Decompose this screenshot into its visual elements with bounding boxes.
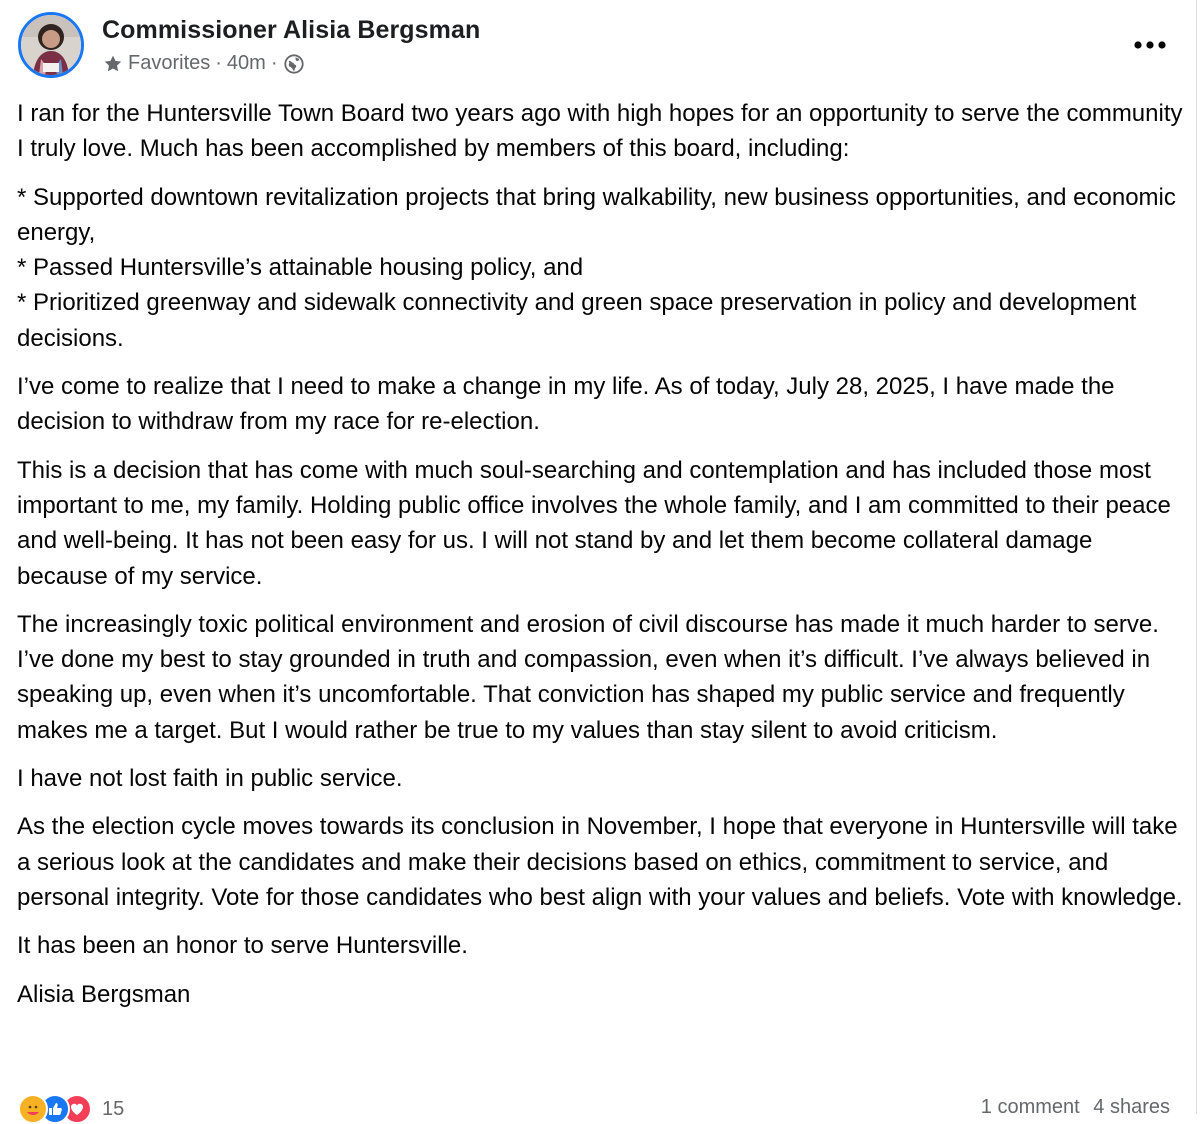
list-item: * Supported downtown revitalization projects that bring walkability, new business opportunities, and economic energy, [17, 183, 1176, 246]
engagement-counts [981, 1096, 1170, 1119]
post-timestamp[interactable]: 40m [226, 52, 266, 74]
post-border [1196, 0, 1197, 1114]
meta-separator: · [215, 52, 222, 74]
post-signature: Alisia Bergsman [17, 980, 191, 1008]
author-name[interactable]: Commissioner Alisia Bergsman [102, 16, 481, 44]
post-paragraph: I ran for the Huntersville Town Board two years ago with high hopes for an opportunity to serve the community I truly love. Much has been accomplished by members of this board, including: [17, 100, 1183, 163]
comments-count[interactable]: 1 comment [980, 1096, 1080, 1118]
post-meta [102, 52, 305, 75]
more-options-icon [1133, 40, 1167, 50]
care-reaction-icon [18, 1094, 48, 1124]
shares-count[interactable]: 4 shares [1093, 1096, 1170, 1118]
list-item: * Prioritized greenway and sidewalk connectivity and green space preservation in policy and development decisions. [17, 289, 1137, 352]
reaction-count[interactable]: 15 [102, 1097, 125, 1120]
post-paragraph: As the election cycle moves towards its conclusion in November, I hope that everyone in Huntersville will take a serious look at the candidates and make their decisions based on ethics, commitment to service, and personal integrity. Vote for those candidates who best align with your values and beliefs. Vote with knowledge. [17, 813, 1183, 911]
post-header [18, 12, 1178, 82]
globe-icon[interactable] [283, 53, 305, 75]
list-item: * Passed Huntersville’s attainable housing policy, and [17, 254, 584, 282]
post-paragraph: I have not lost faith in public service. [17, 765, 403, 793]
star-icon [102, 53, 124, 75]
audience-label[interactable]: Favorites [128, 52, 211, 74]
author-avatar[interactable] [18, 12, 84, 78]
post-paragraph: The increasingly toxic political environment and erosion of civil discourse has made it much harder to serve. I’ve done my best to stay grounded in truth and compassion, even when it’s difficult. I’ve always believed in speaking up, even when it’s uncomfortable. That conviction has shaped my public service and frequently makes me a target. But I would rather be true to my values than stay silent to avoid criticism. [17, 610, 1159, 744]
post-paragraph: It has been an honor to serve Huntersville. [17, 932, 468, 960]
meta-separator-2: · [270, 52, 278, 74]
post-footer [18, 1094, 1178, 1124]
post-paragraph: I’ve come to realize that I need to make a change in my life. As of today, July 28, 2025, I have made the decision to withdraw from my race for re-election. [17, 373, 1115, 436]
more-options-button[interactable] [1128, 30, 1172, 60]
reactions-summary[interactable] [18, 1094, 124, 1124]
post-body [17, 96, 1187, 1025]
post-paragraph: This is a decision that has come with much soul-searching and contemplation and has included those most important to me, my family. Holding public office involves the whole family, and I am committed to their peace and well-being. It has not been easy for us. I will not stand by and let them become collateral damage because of my service. [17, 456, 1171, 590]
accomplishment-list [17, 180, 1187, 356]
